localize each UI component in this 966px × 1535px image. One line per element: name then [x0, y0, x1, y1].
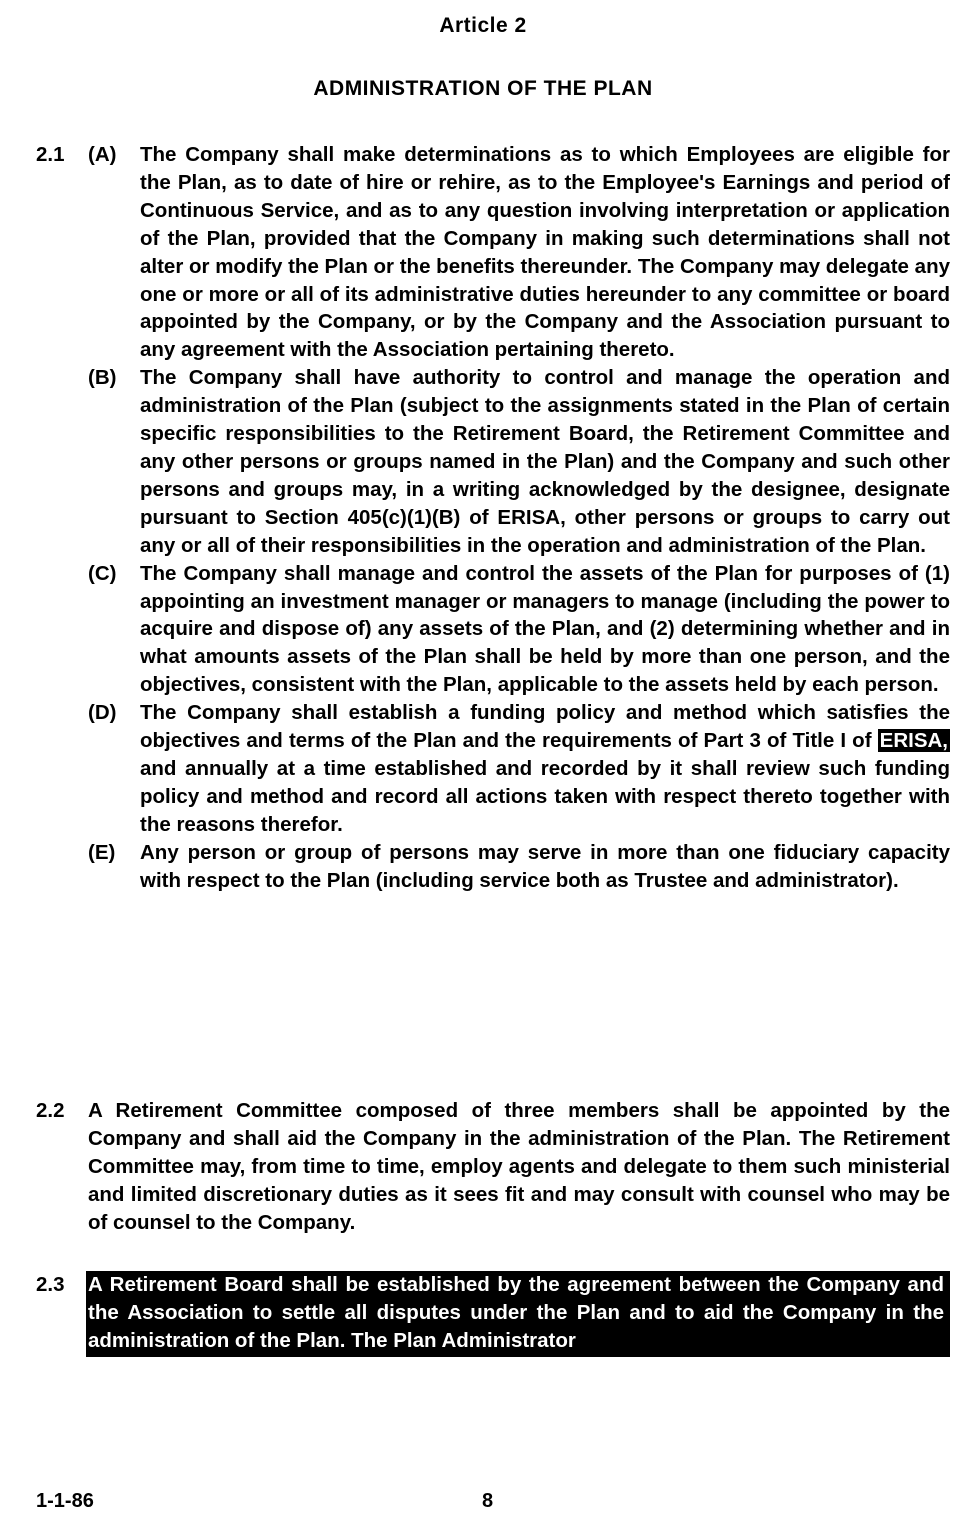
subsection-a [88, 141, 950, 364]
section-2-3 [36, 1271, 950, 1357]
section-number: 2.3 [36, 1273, 65, 1296]
section-number: 2.1 [36, 143, 65, 166]
section-text: A Retirement Committee composed of three members shall be appointed by the Company and shall aid the Company in the administration of the Plan. The Retirement Committee may, from time to time, employ agents and delegate to them such ministerial and limited discretionary duties as it sees fit and may consult with counsel who may be of counsel to the Company. [88, 1099, 950, 1234]
section-number: 2.2 [36, 1099, 65, 1122]
subsection-label: (D) [88, 701, 117, 725]
subsection-label: (A) [88, 143, 117, 166]
subsection-c [88, 560, 950, 700]
subsection-text: The Company shall make determinations as to which Employees are eligible for the Plan, as to date of hire or rehire, as to the Employee's Earnings and period of Continuous Service, and as to any question involving interpretation or application of the Plan, provided that the Company in making such determinations shall not alter or modify the Plan or the benefits thereunder. The Company may delegate any one or more or all of its administrative duties hereunder to any committee or board appointed by the Company, or by the Company and the Association pursuant to any agreement with the Association pertaining thereto. [140, 143, 950, 362]
highlighted-section-text: A Retirement Board shall be established by the agreement between the Company and the Association to settle all disputes under the Plan and to aid the Company in the administration of the Plan. The Plan Administrator [86, 1271, 950, 1357]
subsection-label: (E) [88, 840, 116, 864]
footer-date: 1-1-86 [36, 1490, 94, 1512]
subsection-text: The Company shall manage and control the assets of the Plan for purposes of (1) appointing an investment manager or managers to manage (including the power to acquire and dispose of) any assets of the Plan, and (2) determining whether and in what amounts assets of the Plan shall be held by more than one person, and the objectives, consistent with the Plan, applicable to the assets held by each person. [140, 561, 950, 697]
subsection-d [88, 699, 950, 839]
subsection-label: (C) [88, 561, 117, 585]
page-number: 8 [482, 1490, 494, 1512]
subsection-label: (B) [88, 366, 117, 390]
subsection-e [88, 839, 950, 895]
subsection-text: The Company shall have authority to control and manage the operation and administration of the Plan (subject to the assignments stated in the Plan of certain specific responsibilities to the Retirement Board, the Retirement Committee and any other persons or groups named in the Plan) and the Company and such other persons and groups may, in a writing acknowledged by the designee, designate pursuant to Section 405(c)(1)(B) of ERISA, other persons or groups to carry out any or all of their responsibilities in the operation and administration of the Plan. [140, 366, 950, 557]
article-title: Article 2 [439, 14, 527, 37]
highlighted-term: ERISA, [879, 729, 948, 753]
subsection-b [88, 364, 950, 559]
subsection-text-after: and annually at a time established and recorded by it shall review such funding policy and method and record all actions taken with respect thereto together with the reasons therefor. [140, 756, 950, 836]
article-heading: ADMINISTRATION OF THE PLAN [313, 77, 653, 100]
section-2-1 [36, 141, 950, 894]
subsection-text-before: The Company shall establish a funding policy and method which satisfies the objectives and terms of the Plan and the requirements of Part 3 of Title I of [140, 701, 950, 753]
section-2-2 [36, 1097, 950, 1237]
subsection-text: Any person or group of persons may serve in more than one fiduciary capacity with respect to the Plan (including service both as Trustee and administrator). [140, 840, 950, 892]
